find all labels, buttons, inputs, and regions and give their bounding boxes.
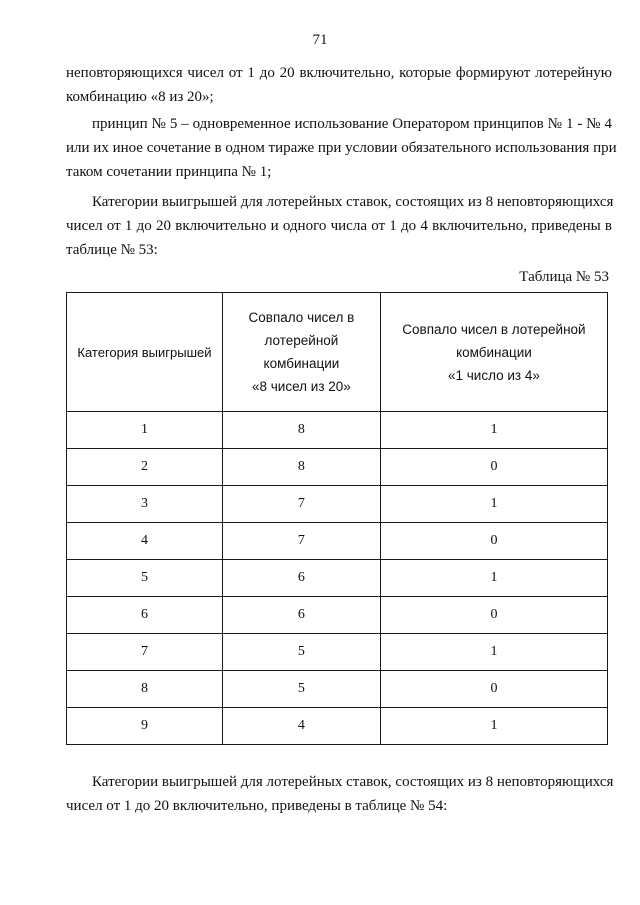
paragraph-3-line: Категории выигрышей для лотерейных ставок, состоящих из 8 неповторяющихся [92, 194, 614, 210]
cell-match-1-of-4: 1 [380, 412, 607, 449]
cell-match-8-of-20: 8 [222, 449, 380, 486]
paragraph-2-line: или их иное сочетание в одном тираже при условии обязательного использования при [66, 140, 617, 156]
cell-category: 4 [67, 523, 223, 560]
paragraph-3-line: таблице № 53: [66, 242, 158, 258]
paragraph-4 [66, 770, 612, 818]
paragraph-1-line: неповторяющихся чисел от 1 до 20 включительно, которые формируют лотерейную [66, 65, 612, 81]
cell-match-1-of-4: 1 [380, 634, 607, 671]
header-category: Категория выигрышей [67, 293, 223, 412]
paragraph-2-line: таком сочетании принципа № 1; [66, 164, 272, 180]
cell-category: 3 [67, 486, 223, 523]
table-row [67, 486, 608, 523]
header-line: комбинации [263, 356, 340, 371]
cell-category: 1 [67, 412, 223, 449]
header-line: «1 число из 4» [448, 367, 540, 383]
cell-category: 6 [67, 597, 223, 634]
cell-match-1-of-4: 0 [380, 523, 607, 560]
paragraph-3 [66, 190, 612, 262]
header-line: Совпало чисел в лотерейной [402, 321, 586, 337]
table-row [67, 597, 608, 634]
header-match-1-of-4 [380, 293, 607, 412]
paragraph-4-line: Категории выигрышей для лотерейных ставок, состоящих из 8 неповторяющихся [92, 774, 614, 790]
page-number: 71 [312, 32, 328, 48]
cell-match-8-of-20: 7 [222, 486, 380, 523]
table-caption: Таблица № 53 [519, 269, 609, 285]
cell-category: 2 [67, 449, 223, 486]
cell-category: 5 [67, 560, 223, 597]
cell-category: 7 [67, 634, 223, 671]
cell-match-8-of-20: 4 [222, 708, 380, 745]
header-line: лотерейной [264, 333, 339, 348]
table-row [67, 671, 608, 708]
paragraph-2-line: принцип № 5 – одновременное использование Оператором принципов № 1 - № 4 [92, 116, 612, 132]
cell-match-8-of-20: 5 [222, 634, 380, 671]
cell-match-1-of-4: 0 [380, 449, 607, 486]
header-line: Совпало чисел в [248, 310, 355, 325]
cell-match-1-of-4: 0 [380, 597, 607, 634]
paragraph-3-line: чисел от 1 до 20 включительно и одного числа от 1 до 4 включительно, приведены в [66, 218, 612, 234]
paragraph-2 [66, 112, 617, 184]
cell-match-8-of-20: 6 [222, 597, 380, 634]
table-row [67, 708, 608, 745]
cell-match-1-of-4: 1 [380, 486, 607, 523]
header-line: комбинации [456, 344, 532, 360]
cell-match-8-of-20: 8 [222, 412, 380, 449]
cell-match-1-of-4: 1 [380, 560, 607, 597]
table-row [67, 634, 608, 671]
cell-match-1-of-4: 0 [380, 671, 607, 708]
header-line: «8 чисел из 20» [252, 379, 351, 394]
cell-category: 8 [67, 671, 223, 708]
cell-match-8-of-20: 6 [222, 560, 380, 597]
paragraph-1-line: комбинацию «8 из 20»; [66, 89, 214, 105]
cell-match-8-of-20: 5 [222, 671, 380, 708]
paragraph-1 [66, 61, 612, 109]
table-row [67, 449, 608, 486]
prize-categories-table [66, 292, 608, 745]
table-row [67, 412, 608, 449]
table-header-row [67, 293, 608, 412]
header-match-8-of-20 [222, 293, 380, 412]
table-row [67, 523, 608, 560]
paragraph-4-line: чисел от 1 до 20 включительно, приведены в таблице № 54: [66, 798, 448, 814]
cell-match-1-of-4: 1 [380, 708, 607, 745]
table-row [67, 560, 608, 597]
cell-match-8-of-20: 7 [222, 523, 380, 560]
cell-category: 9 [67, 708, 223, 745]
